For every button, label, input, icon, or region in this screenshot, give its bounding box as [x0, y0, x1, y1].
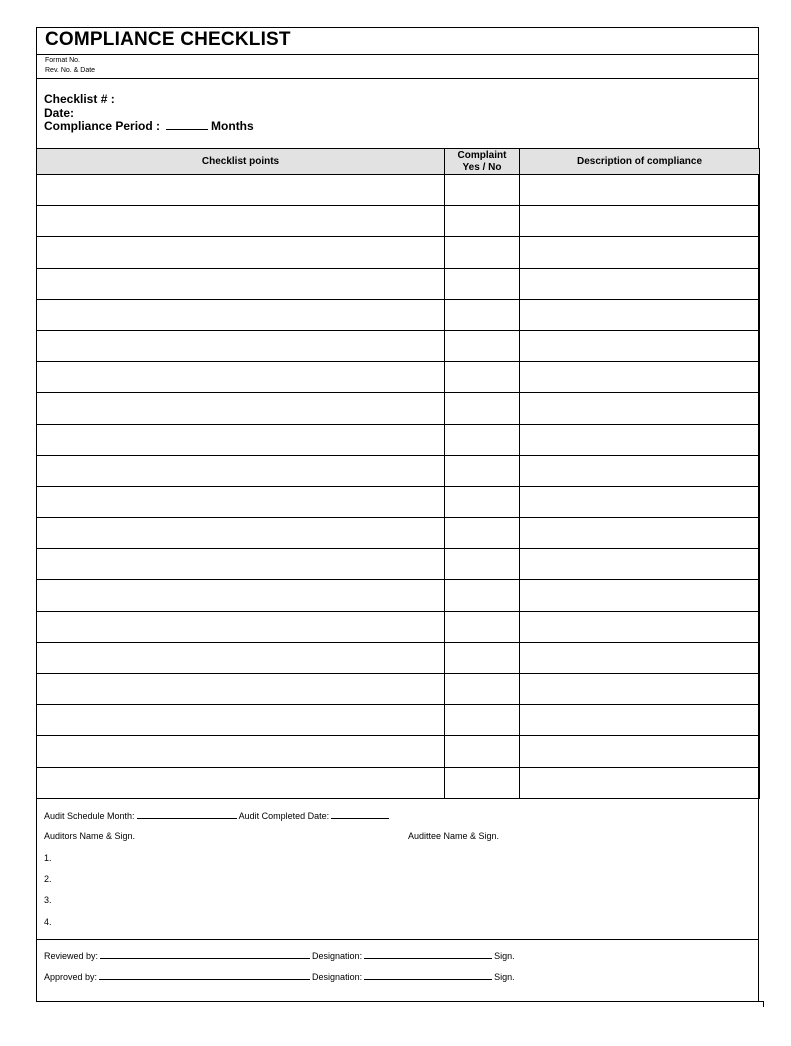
checklist-point-cell[interactable] — [37, 424, 445, 455]
checklist-point-cell[interactable] — [37, 362, 445, 393]
description-cell[interactable] — [520, 455, 760, 486]
col-description: Description of compliance — [520, 149, 760, 175]
checklist-point-cell[interactable] — [37, 642, 445, 673]
description-cell[interactable] — [520, 611, 760, 642]
table-row — [37, 237, 760, 268]
checklist-rows — [37, 175, 760, 799]
reviewed-designation-blank[interactable] — [364, 950, 492, 959]
col-complaint-line1: Complaint — [457, 149, 507, 161]
table-row — [37, 518, 760, 549]
checklist-point-cell[interactable] — [37, 237, 445, 268]
reviewed-blank[interactable] — [100, 950, 310, 959]
complaint-cell[interactable] — [445, 299, 520, 330]
table-row — [37, 549, 760, 580]
table-row — [37, 642, 760, 673]
checklist-point-cell[interactable] — [37, 611, 445, 642]
auditor-number-3: 3. — [44, 895, 52, 905]
checklist-point-cell[interactable] — [37, 206, 445, 237]
checklist-point-cell[interactable] — [37, 299, 445, 330]
table-row — [37, 455, 760, 486]
checklist-point-cell[interactable] — [37, 175, 445, 206]
checklist-point-cell[interactable] — [37, 705, 445, 736]
complaint-cell[interactable] — [445, 642, 520, 673]
checklist-table — [36, 148, 760, 799]
audit-schedule-line — [44, 810, 391, 821]
audit-schedule-blank[interactable] — [137, 810, 237, 819]
complaint-cell[interactable] — [445, 580, 520, 611]
checklist-point-cell[interactable] — [37, 268, 445, 299]
approved-line — [44, 971, 515, 982]
format-row — [37, 55, 758, 79]
reviewed-line — [44, 950, 515, 961]
page-corner-mark — [758, 1001, 764, 1007]
checklist-info — [37, 79, 758, 148]
description-cell[interactable] — [520, 393, 760, 424]
approved-designation-label: Designation: — [312, 972, 363, 982]
approved-designation-blank[interactable] — [364, 971, 492, 980]
description-cell[interactable] — [520, 486, 760, 517]
description-cell[interactable] — [520, 424, 760, 455]
description-cell[interactable] — [520, 237, 760, 268]
complaint-cell[interactable] — [445, 175, 520, 206]
description-cell[interactable] — [520, 362, 760, 393]
compliance-period-line — [44, 119, 254, 133]
complaint-cell[interactable] — [445, 424, 520, 455]
complaint-cell[interactable] — [445, 674, 520, 705]
complaint-cell[interactable] — [445, 237, 520, 268]
audit-section — [37, 800, 758, 940]
table-row — [37, 705, 760, 736]
complaint-cell[interactable] — [445, 268, 520, 299]
table-row — [37, 424, 760, 455]
description-cell[interactable] — [520, 518, 760, 549]
table-row — [37, 767, 760, 798]
description-cell[interactable] — [520, 268, 760, 299]
page-title: COMPLIANCE CHECKLIST — [45, 29, 291, 50]
compliance-checklist-form — [36, 27, 759, 1002]
date-label: Date: — [44, 106, 75, 120]
table-row — [37, 736, 760, 767]
table-row — [37, 393, 760, 424]
auditor-number-1: 1. — [44, 853, 52, 863]
audit-completed-label: Audit Completed Date: — [238, 811, 330, 821]
description-cell[interactable] — [520, 705, 760, 736]
checklist-point-cell[interactable] — [37, 455, 445, 486]
format-no-label: Format No. — [45, 57, 81, 64]
description-cell[interactable] — [520, 299, 760, 330]
checklist-point-cell[interactable] — [37, 736, 445, 767]
col-checklist-points: Checklist points — [37, 149, 445, 175]
table-row — [37, 580, 760, 611]
complaint-cell[interactable] — [445, 705, 520, 736]
checklist-point-cell[interactable] — [37, 518, 445, 549]
description-cell[interactable] — [520, 206, 760, 237]
table-row — [37, 362, 760, 393]
table-row — [37, 175, 760, 206]
table-row — [37, 206, 760, 237]
rev-no-label: Rev. No. & Date — [45, 67, 96, 74]
table-row — [37, 268, 760, 299]
period-blank[interactable] — [166, 119, 208, 130]
description-cell[interactable] — [520, 580, 760, 611]
table-header-row — [37, 149, 760, 175]
complaint-cell[interactable] — [445, 486, 520, 517]
description-cell[interactable] — [520, 767, 760, 798]
description-cell[interactable] — [520, 642, 760, 673]
col-complaint-line2: Yes / No — [462, 161, 502, 173]
description-cell[interactable] — [520, 674, 760, 705]
complaint-cell[interactable] — [445, 767, 520, 798]
reviewed-sign-label: Sign. — [494, 951, 515, 961]
col-complaint — [445, 149, 520, 175]
checklist-number-label: Checklist # : — [44, 92, 115, 106]
description-cell[interactable] — [520, 175, 760, 206]
checklist-point-cell[interactable] — [37, 330, 445, 361]
table-row — [37, 674, 760, 705]
table-row — [37, 486, 760, 517]
complaint-cell[interactable] — [445, 362, 520, 393]
checklist-point-cell[interactable] — [37, 767, 445, 798]
complaint-cell[interactable] — [445, 611, 520, 642]
complaint-cell[interactable] — [445, 206, 520, 237]
complaint-cell[interactable] — [445, 736, 520, 767]
complaint-cell[interactable] — [445, 549, 520, 580]
checklist-point-cell[interactable] — [37, 580, 445, 611]
title-row — [37, 28, 758, 55]
complaint-cell[interactable] — [445, 455, 520, 486]
table-row — [37, 611, 760, 642]
reviewed-designation-label: Designation: — [312, 951, 363, 961]
audit-schedule-label: Audit Schedule Month: — [44, 811, 135, 821]
auditee-label: Audittee Name & Sign. — [408, 831, 500, 841]
approved-label: Approved by: — [44, 972, 98, 982]
complaint-cell[interactable] — [445, 393, 520, 424]
table-row — [37, 299, 760, 330]
approved-sign-label: Sign. — [494, 972, 515, 982]
compliance-period-label: Compliance Period : — [44, 119, 161, 133]
checklist-point-cell[interactable] — [37, 486, 445, 517]
complaint-cell[interactable] — [445, 518, 520, 549]
table-row — [37, 330, 760, 361]
period-unit: Months — [211, 119, 254, 133]
auditor-number-4: 4. — [44, 917, 52, 927]
checklist-point-cell[interactable] — [37, 393, 445, 424]
auditors-label: Auditors Name & Sign. — [44, 831, 136, 841]
description-cell[interactable] — [520, 330, 760, 361]
auditor-number-2: 2. — [44, 874, 52, 884]
checklist-point-cell[interactable] — [37, 549, 445, 580]
checklist-point-cell[interactable] — [37, 674, 445, 705]
description-cell[interactable] — [520, 736, 760, 767]
complaint-cell[interactable] — [445, 330, 520, 361]
audit-completed-blank[interactable] — [331, 810, 389, 819]
reviewed-label: Reviewed by: — [44, 951, 99, 961]
description-cell[interactable] — [520, 549, 760, 580]
approved-blank[interactable] — [99, 971, 310, 980]
